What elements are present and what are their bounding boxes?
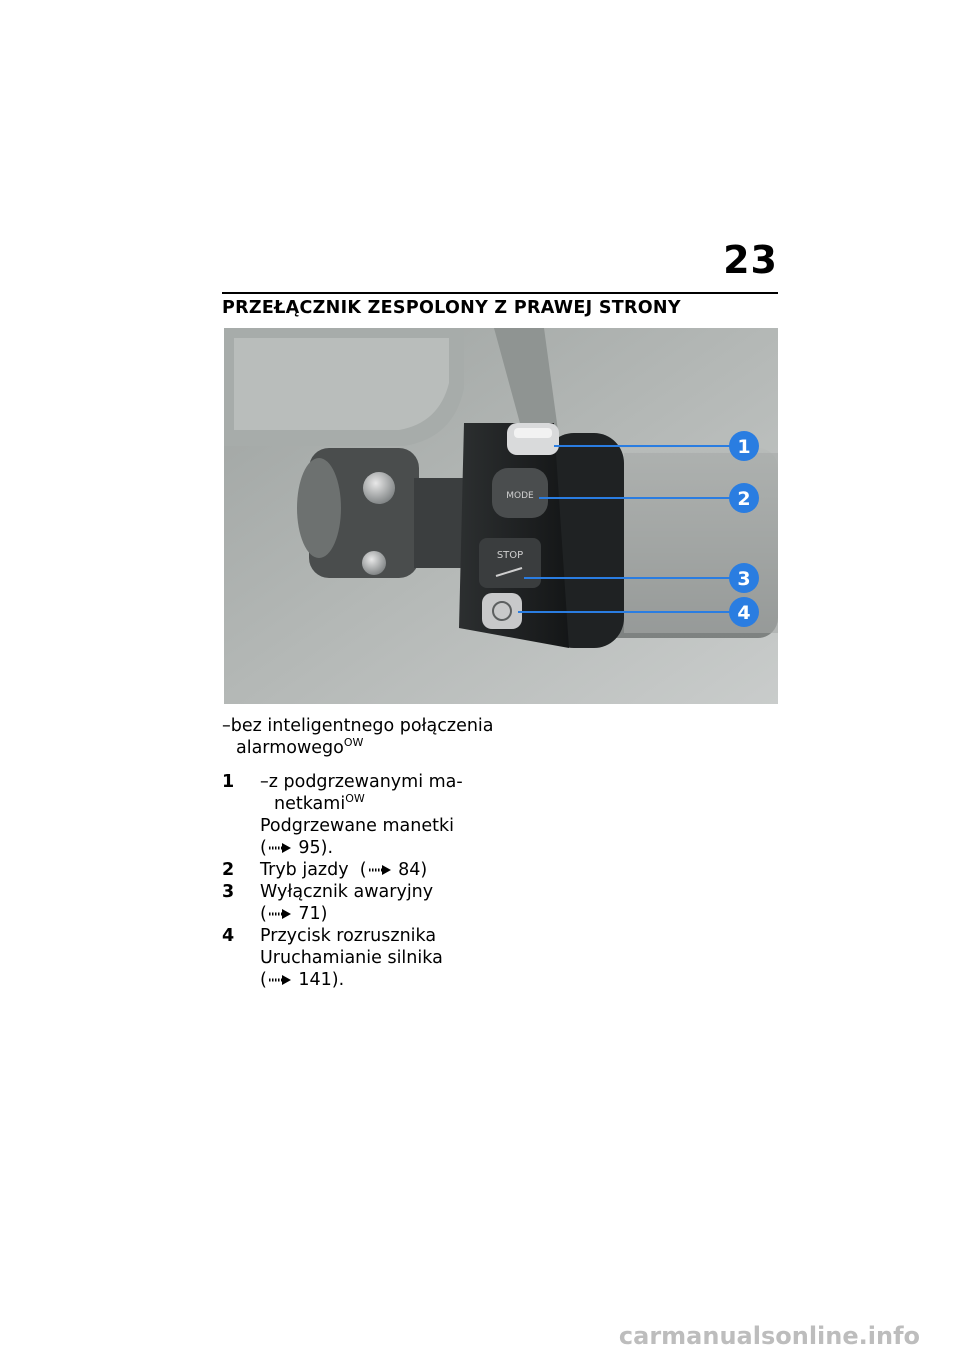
legend-text: Uruchamianie silnika [260,948,443,968]
page-number: 23 [723,238,778,282]
svg-text:2: 2 [737,488,751,510]
legend-item-2 [222,859,463,881]
clamp-bolt [363,472,395,504]
legend-number: 1 [222,772,235,792]
legend-text: –z podgrzewanymi ma- [260,772,463,792]
option-code: OW [345,792,365,806]
page-reference[interactable]: ( 141). [260,970,345,990]
mode-button-label: MODE [506,491,534,501]
page-ref-arrow-icon [367,864,393,876]
kill-switch-label: STOP [496,550,524,561]
legend-number: 4 [222,926,235,946]
kill-switch [479,538,541,588]
svg-text:3: 3 [737,568,751,590]
legend-text: Wyłącznik awaryjny [260,882,434,902]
starter-button [482,593,522,629]
section-rule [222,292,778,294]
note-line: –bez inteligentnego połączenia [222,716,494,736]
handlebar-left [297,458,341,558]
page-ref-arrow-icon [267,842,293,854]
legend-item-3 [222,881,463,925]
legend-text: Podgrzewane manetki [260,816,454,836]
legend-text: Tryb jazdy ( 84) [260,860,428,880]
heated-grip-button [507,423,559,455]
section-title: PRZEŁĄCZNIK ZESPOLONY Z PRAWEJ STRONY [222,298,681,318]
page-ref-arrow-icon [267,908,293,920]
page-reference[interactable]: ( 95). [260,838,334,858]
legend-item-1 [222,771,463,859]
callout-2 [729,483,759,513]
callout-1 [729,431,759,461]
svg-text:4: 4 [737,602,751,624]
legend-number: 3 [222,882,235,902]
callout-legend [222,771,463,991]
page-ref-arrow-icon [267,974,293,986]
clamp-bolt [362,551,386,575]
option-note [222,715,494,759]
watermark: carmanualsonline.info [618,1322,920,1350]
callout-3 [729,563,759,593]
legend-text: netkami$^{OW}$ [274,792,365,814]
callout-4 [729,597,759,627]
page-reference[interactable]: ( 84) [359,860,428,880]
legend-text: Przycisk rozrusznika [260,926,437,946]
page-reference[interactable]: ( 71) [260,904,328,924]
svg-text:1: 1 [737,436,751,458]
legend-item-4 [222,925,463,991]
legend-number: 2 [222,860,235,880]
note-line: alarmowego$^{OW}$ [236,736,364,758]
option-code: OW [343,736,364,750]
handlebar-switch-photo [224,328,778,704]
